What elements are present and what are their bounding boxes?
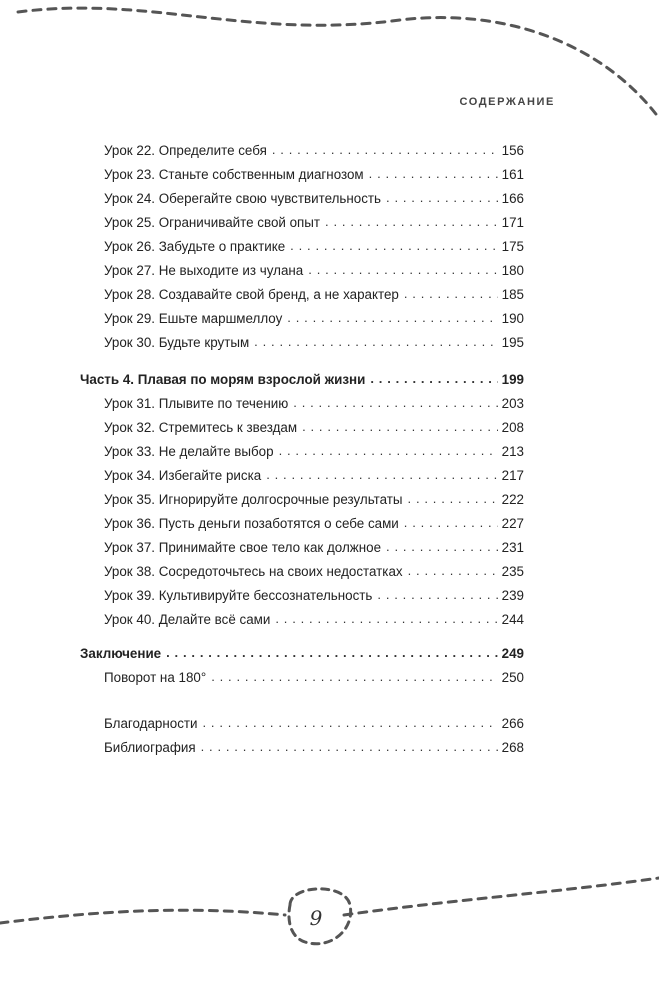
toc-entry[interactable]	[104, 487, 524, 509]
toc-entry-title: Урок 23. Станьте собственным диагнозом	[104, 167, 364, 182]
toc-entry-page: 166	[501, 191, 524, 206]
toc-part-heading[interactable]	[80, 367, 524, 389]
toc-conclusion-title: Заключение	[80, 646, 162, 661]
toc-entry-title: Урок 29. Ешьте маршмеллоу	[104, 311, 283, 326]
toc-conclusion-heading[interactable]	[80, 641, 524, 663]
toc-entry[interactable]	[104, 559, 524, 581]
toc-entry[interactable]	[104, 583, 524, 605]
dot-leader	[308, 263, 497, 280]
toc-entry-page: 180	[501, 263, 524, 278]
toc-entry-page: 239	[501, 588, 524, 603]
toc-entry[interactable]	[104, 665, 524, 687]
toc-entry-page: 213	[501, 444, 524, 459]
toc-entry[interactable]	[104, 735, 524, 757]
toc-entry[interactable]	[104, 511, 524, 533]
dot-leader	[369, 167, 498, 184]
toc-conclusion-page: 249	[501, 646, 524, 661]
toc-entry-title: Благодарности	[104, 716, 198, 731]
dot-leader	[408, 564, 498, 581]
dot-leader	[386, 540, 498, 557]
toc-part-title: Часть 4. Плавая по морям взрослой жизни	[80, 372, 366, 387]
dot-leader	[266, 468, 497, 485]
toc-entry-page: 156	[501, 143, 524, 158]
toc-entry[interactable]	[104, 282, 524, 304]
toc-entry[interactable]	[104, 439, 524, 461]
toc-entry-page: 171	[501, 215, 524, 230]
dot-leader	[166, 646, 498, 663]
toc-entry-page: 190	[501, 311, 524, 326]
toc-entry-title: Урок 22. Определите себя	[104, 143, 267, 158]
toc-entry-page: 231	[501, 540, 524, 555]
toc-entry-title: Урок 37. Принимайте свое тело как должное	[104, 540, 382, 555]
toc-entry-page: 250	[501, 670, 524, 685]
dot-leader	[293, 396, 497, 413]
dot-leader	[201, 740, 498, 757]
toc-entry-page: 222	[501, 492, 524, 507]
dot-leader	[404, 287, 498, 304]
toc-entry-page: 185	[501, 287, 524, 302]
dot-leader	[211, 670, 497, 687]
toc-part-page: 199	[501, 372, 524, 387]
dot-leader	[287, 311, 497, 328]
dot-leader	[408, 492, 498, 509]
toc-entry-page: 208	[501, 420, 524, 435]
dot-leader	[386, 191, 498, 208]
toc-entry-page: 195	[501, 335, 524, 350]
toc-entry-title: Урок 28. Создавайте свой бренд, а не характер	[104, 287, 399, 302]
toc-entry-title: Урок 27. Не выходите из чулана	[104, 263, 304, 278]
toc-entry-title: Урок 30. Будьте крутым	[104, 335, 250, 350]
dot-leader	[404, 516, 498, 533]
dot-leader	[272, 143, 498, 160]
toc-entry-page: 227	[501, 516, 524, 531]
toc-entry-page: 266	[501, 716, 524, 731]
toc-entry[interactable]	[104, 330, 524, 352]
toc-entry-title: Урок 25. Ограничивайте свой опыт	[104, 215, 321, 230]
dot-leader	[290, 239, 497, 256]
toc-entry[interactable]	[104, 138, 524, 160]
toc-entry-title: Урок 35. Игнорируйте долгосрочные результаты	[104, 492, 403, 507]
toc-entry[interactable]	[104, 234, 524, 256]
toc-entry[interactable]	[104, 607, 524, 629]
dot-leader	[203, 716, 498, 733]
toc-entry[interactable]	[104, 391, 524, 413]
toc-entry-page: 161	[501, 167, 524, 182]
toc-entry-page: 244	[501, 612, 524, 627]
toc-entry[interactable]	[104, 186, 524, 208]
dot-leader	[254, 335, 497, 352]
toc-entry[interactable]	[104, 306, 524, 328]
dot-leader	[302, 420, 498, 437]
toc-entry-title: Урок 26. Забудьте о практике	[104, 239, 286, 254]
dot-leader	[370, 372, 497, 389]
toc-entry-title: Урок 39. Культивируйте бессознательность	[104, 588, 373, 603]
toc-entry-title: Урок 38. Сосредоточьтесь на своих недостатках	[104, 564, 403, 579]
toc-entry[interactable]	[104, 258, 524, 280]
page-number: 9	[309, 906, 323, 930]
toc-entry-title: Урок 33. Не делайте выбор	[104, 444, 274, 459]
dot-leader	[325, 215, 498, 232]
dot-leader	[275, 612, 497, 629]
toc-entry[interactable]	[104, 415, 524, 437]
toc-entry[interactable]	[104, 210, 524, 232]
toc-entry-page: 203	[501, 396, 524, 411]
toc-entry-title: Урок 40. Делайте всё сами	[104, 612, 271, 627]
toc-entry[interactable]	[104, 535, 524, 557]
toc-entry-page: 235	[501, 564, 524, 579]
toc-entry-title: Урок 36. Пусть деньги позаботятся о себе сами	[104, 516, 399, 531]
toc-entry-title: Библиография	[104, 740, 196, 755]
dot-leader	[279, 444, 498, 461]
toc-entry-title: Урок 32. Стремитесь к звездам	[104, 420, 298, 435]
toc-entry[interactable]	[104, 711, 524, 733]
toc-entry-title: Урок 24. Оберегайте свою чувствительность	[104, 191, 382, 206]
toc-entry-page: 175	[501, 239, 524, 254]
section-title: СОДЕРЖАНИЕ	[459, 96, 555, 108]
toc-entry-page: 268	[501, 740, 524, 755]
toc-entry[interactable]	[104, 162, 524, 184]
dot-leader	[377, 588, 497, 605]
toc-entry-page: 217	[501, 468, 524, 483]
toc-entry-title: Урок 31. Плывите по течению	[104, 396, 289, 411]
toc-entry[interactable]	[104, 463, 524, 485]
toc-entry-title: Поворот на 180°	[104, 670, 207, 685]
toc-entry-title: Урок 34. Избегайте риска	[104, 468, 262, 483]
